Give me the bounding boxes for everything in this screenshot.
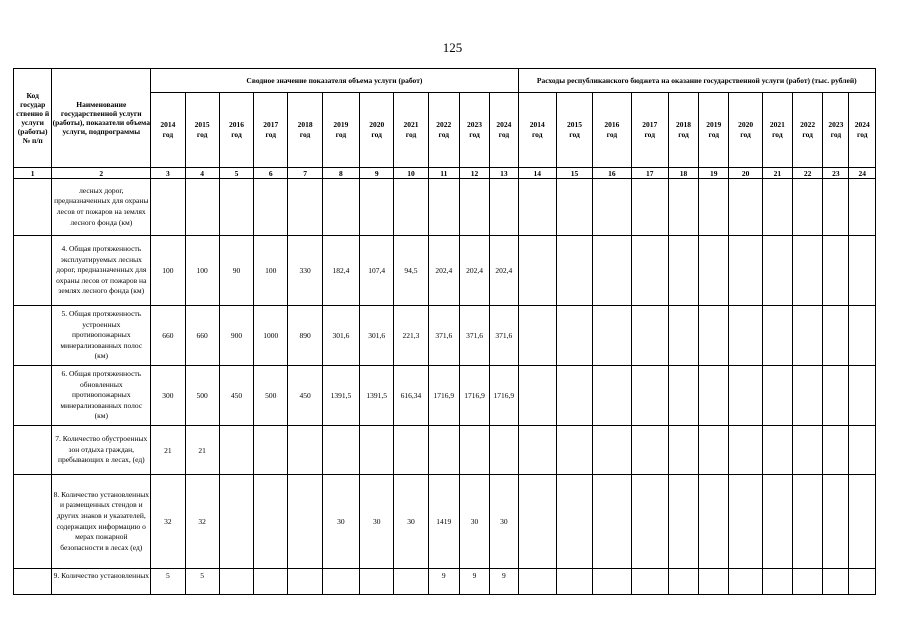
year-value: 2019: [706, 120, 722, 129]
year-word: год: [371, 130, 382, 139]
year-word: год: [469, 130, 480, 139]
expense-value-2024: [849, 179, 876, 236]
volume-value-2015: 5: [185, 569, 219, 595]
volume-value-2015: 660: [185, 306, 219, 366]
expense-value-2015: [556, 426, 592, 475]
volume-value-2023: 9: [459, 569, 489, 595]
expense-value-2019: [699, 426, 729, 475]
volume-value-2018: 890: [288, 306, 322, 366]
volume-value-2019: 301,6: [322, 306, 359, 366]
year-value: 2016: [604, 120, 620, 129]
volume-value-2021: 30: [394, 475, 428, 569]
year-word: год: [196, 130, 208, 139]
header-name: Наименование государственной услуги (работы), показатели объема услуги, подпрограммы: [52, 69, 151, 168]
volume-value-2022: 1716,9: [428, 366, 459, 426]
expense-value-2014: [518, 236, 556, 306]
expense-year-2021: [762, 93, 792, 168]
volume-value-2023: 30: [459, 475, 489, 569]
column-number: 14: [518, 168, 556, 179]
expense-value-2014: [518, 475, 556, 569]
expense-value-2019: [699, 475, 729, 569]
service-name-cell: 9. Количество установленных: [52, 569, 151, 595]
volume-year-2024: [490, 93, 518, 168]
year-value: 2022: [800, 120, 816, 129]
header-expense-group: Расходы республиканского бюджета на оказание государственной услуги (работ) (тыс. рублей): [518, 69, 875, 93]
volume-value-2016: [219, 179, 253, 236]
column-number: 20: [729, 168, 762, 179]
year-word: год: [708, 130, 720, 139]
service-name-cell: лесных дорог, предназначенных для охраны лесов от пожаров на землях лесного фонда (км): [52, 179, 151, 236]
volume-value-2024: [490, 179, 518, 236]
expense-value-2020: [729, 569, 762, 595]
year-value: 2023: [828, 120, 844, 129]
table-row: [14, 366, 876, 426]
expense-value-2018: [668, 475, 698, 569]
year-word: год: [438, 130, 450, 139]
code-cell: [14, 426, 52, 475]
expense-value-2016: [593, 475, 631, 569]
table-row: [14, 426, 876, 475]
volume-value-2017: [254, 475, 288, 569]
volume-value-2020: [360, 179, 394, 236]
volume-value-2014: 5: [151, 569, 185, 595]
expense-value-2019: [699, 569, 729, 595]
expense-value-2021: [762, 426, 792, 475]
expense-value-2016: [593, 569, 631, 595]
volume-value-2018: 330: [288, 236, 322, 306]
volume-year-2017: [254, 93, 288, 168]
volume-value-2023: [459, 426, 489, 475]
volume-value-2021: [394, 426, 428, 475]
expense-value-2015: [556, 236, 592, 306]
expense-value-2023: [823, 236, 849, 306]
expense-value-2017: [631, 366, 668, 426]
volume-year-2019: [322, 93, 359, 168]
service-name-cell: 5. Общая протяженность устроенных противопожарных минерализованных полос (км): [52, 306, 151, 366]
expense-value-2021: [762, 179, 792, 236]
volume-value-2020: [360, 569, 394, 595]
year-word: год: [531, 130, 543, 139]
expense-value-2021: [762, 366, 792, 426]
expense-value-2016: [593, 426, 631, 475]
volume-year-2014: [151, 93, 185, 168]
year-value: 2018: [297, 120, 313, 129]
year-value: 2019: [333, 120, 349, 129]
column-number: 15: [556, 168, 592, 179]
volume-value-2022: [428, 426, 459, 475]
expense-year-2023: [823, 93, 849, 168]
volume-value-2024: 1716,9: [490, 366, 518, 426]
volume-year-2018: [288, 93, 322, 168]
column-number: 6: [254, 168, 288, 179]
table-row: [14, 475, 876, 569]
volume-year-2023: [459, 93, 489, 168]
expense-value-2017: [631, 475, 668, 569]
column-number: 2: [52, 168, 151, 179]
volume-value-2017: [254, 569, 288, 595]
volume-value-2014: [151, 179, 185, 236]
column-number: 13: [490, 168, 518, 179]
column-number: 19: [699, 168, 729, 179]
volume-value-2018: [288, 475, 322, 569]
volume-value-2015: 32: [185, 475, 219, 569]
volume-value-2021: 221,3: [394, 306, 428, 366]
volume-value-2017: 1000: [254, 306, 288, 366]
volume-value-2020: 30: [360, 475, 394, 569]
volume-value-2016: [219, 569, 253, 595]
year-value: 2015: [194, 120, 210, 129]
volume-value-2023: 1716,9: [459, 366, 489, 426]
column-number: 24: [849, 168, 876, 179]
expense-value-2021: [762, 306, 792, 366]
code-cell: [14, 475, 52, 569]
expense-value-2014: [518, 366, 556, 426]
volume-year-2021: [394, 93, 428, 168]
volume-value-2017: 100: [254, 236, 288, 306]
expense-value-2022: [792, 306, 822, 366]
volume-value-2019: 30: [322, 475, 359, 569]
expense-value-2023: [823, 475, 849, 569]
expense-value-2024: [849, 475, 876, 569]
code-cell: [14, 179, 52, 236]
year-value: 2022: [436, 120, 452, 129]
volume-value-2016: 90: [219, 236, 253, 306]
expense-year-2024: [849, 93, 876, 168]
expense-value-2015: [556, 179, 592, 236]
column-number: 11: [428, 168, 459, 179]
expense-value-2024: [849, 236, 876, 306]
expense-value-2015: [556, 366, 592, 426]
expense-value-2017: [631, 306, 668, 366]
volume-value-2020: 301,6: [360, 306, 394, 366]
year-word: год: [299, 130, 311, 139]
volume-year-2016: [219, 93, 253, 168]
year-word: год: [405, 130, 417, 139]
expense-year-2014: [518, 93, 556, 168]
expense-value-2024: [849, 366, 876, 426]
volume-value-2021: 616,34: [394, 366, 428, 426]
table-row: [14, 179, 876, 236]
expense-value-2021: [762, 236, 792, 306]
volume-value-2020: 1391,5: [360, 366, 394, 426]
expense-value-2024: [849, 569, 876, 595]
volume-value-2018: [288, 569, 322, 595]
year-word: год: [856, 130, 868, 139]
expense-year-2020: [729, 93, 762, 168]
budget-table: [13, 68, 876, 595]
volume-value-2022: 371,6: [428, 306, 459, 366]
expense-value-2018: [668, 179, 698, 236]
code-cell: [14, 569, 52, 595]
expense-value-2022: [792, 236, 822, 306]
year-word: год: [335, 130, 347, 139]
year-value: 2021: [769, 120, 785, 129]
volume-value-2021: 94,5: [394, 236, 428, 306]
expense-value-2018: [668, 569, 698, 595]
expense-year-2018: [668, 93, 698, 168]
year-value: 2016: [228, 120, 244, 129]
volume-value-2017: [254, 179, 288, 236]
expense-value-2018: [668, 366, 698, 426]
volume-value-2014: 300: [151, 366, 185, 426]
expense-value-2014: [518, 426, 556, 475]
expense-value-2017: [631, 179, 668, 236]
volume-value-2017: [254, 426, 288, 475]
expense-value-2019: [699, 306, 729, 366]
column-number: 18: [668, 168, 698, 179]
header-volume-group: Сводное значение показателя объема услуги (работ): [151, 69, 518, 93]
year-value: 2024: [496, 120, 512, 129]
expense-value-2017: [631, 426, 668, 475]
table-row: [14, 569, 876, 595]
expense-value-2015: [556, 475, 592, 569]
volume-value-2023: 202,4: [459, 236, 489, 306]
volume-value-2019: 1391,5: [322, 366, 359, 426]
year-value: 2015: [567, 120, 583, 129]
year-word: год: [498, 130, 510, 139]
expense-value-2020: [729, 306, 762, 366]
expense-value-2019: [699, 236, 729, 306]
service-name-cell: 4. Общая протяженность эксплуатируемых лесных дорог, предназначенных для охраны лесов от пожаров на землях лесного фонда (км): [52, 236, 151, 306]
expense-value-2014: [518, 569, 556, 595]
column-number: 1: [14, 168, 52, 179]
volume-value-2014: 21: [151, 426, 185, 475]
year-word: год: [606, 130, 618, 139]
expense-value-2015: [556, 306, 592, 366]
volume-value-2024: 371,6: [490, 306, 518, 366]
expense-value-2024: [849, 306, 876, 366]
year-word: год: [802, 130, 813, 139]
column-number: 3: [151, 168, 185, 179]
year-word: год: [231, 130, 242, 139]
year-value: 2021: [403, 120, 419, 129]
volume-value-2019: [322, 426, 359, 475]
expense-year-2016: [593, 93, 631, 168]
volume-value-2019: [322, 179, 359, 236]
code-cell: [14, 306, 52, 366]
volume-value-2014: 32: [151, 475, 185, 569]
volume-value-2016: [219, 475, 253, 569]
expense-value-2016: [593, 366, 631, 426]
volume-value-2021: [394, 569, 428, 595]
volume-year-2015: [185, 93, 219, 168]
expense-value-2019: [699, 179, 729, 236]
expense-value-2017: [631, 236, 668, 306]
volume-value-2015: 100: [185, 236, 219, 306]
volume-value-2019: 182,4: [322, 236, 359, 306]
expense-value-2018: [668, 426, 698, 475]
expense-value-2020: [729, 426, 762, 475]
header-code: Код государ ственно й услуги (работы) № п/п: [14, 69, 52, 168]
volume-value-2024: [490, 426, 518, 475]
table-row: [14, 306, 876, 366]
expense-year-2022: [792, 93, 822, 168]
expense-year-2017: [631, 93, 668, 168]
expense-value-2023: [823, 426, 849, 475]
column-number: 7: [288, 168, 322, 179]
expense-value-2023: [823, 569, 849, 595]
volume-value-2018: 450: [288, 366, 322, 426]
volume-year-2020: [360, 93, 394, 168]
column-number: 23: [823, 168, 849, 179]
code-cell: [14, 236, 52, 306]
column-number: 10: [394, 168, 428, 179]
volume-year-2022: [428, 93, 459, 168]
volume-value-2024: 202,4: [490, 236, 518, 306]
expense-value-2020: [729, 236, 762, 306]
volume-value-2016: 900: [219, 306, 253, 366]
volume-value-2022: 1419: [428, 475, 459, 569]
year-word: год: [740, 130, 751, 139]
volume-value-2022: 202,4: [428, 236, 459, 306]
volume-value-2022: 9: [428, 569, 459, 595]
page-number: 125: [442, 40, 463, 55]
year-value: 2014: [160, 120, 176, 129]
volume-value-2023: [459, 179, 489, 236]
expense-value-2016: [593, 236, 631, 306]
expense-value-2016: [593, 179, 631, 236]
volume-value-2020: [360, 426, 394, 475]
service-name-cell: 6. Общая протяженность обновленных противопожарных минерализованных полос (км): [52, 366, 151, 426]
expense-value-2023: [823, 366, 849, 426]
volume-value-2018: [288, 179, 322, 236]
volume-value-2015: 500: [185, 366, 219, 426]
service-name-cell: 7. Количество обустроенных зон отдыха граждан, пребывающих в лесах, (ед): [52, 426, 151, 475]
expense-value-2023: [823, 306, 849, 366]
volume-value-2015: [185, 179, 219, 236]
column-number: 17: [631, 168, 668, 179]
volume-value-2020: 107,4: [360, 236, 394, 306]
year-word: год: [772, 130, 783, 139]
volume-value-2021: [394, 179, 428, 236]
expense-value-2015: [556, 569, 592, 595]
year-value: 2014: [529, 120, 545, 129]
column-number-row: [14, 168, 876, 179]
column-number: 22: [792, 168, 822, 179]
expense-value-2020: [729, 366, 762, 426]
expense-value-2023: [823, 179, 849, 236]
expense-year-2019: [699, 93, 729, 168]
volume-value-2016: [219, 426, 253, 475]
volume-value-2024: 30: [490, 475, 518, 569]
expense-value-2020: [729, 475, 762, 569]
year-value: 2024: [854, 120, 870, 129]
volume-value-2023: 371,6: [459, 306, 489, 366]
expense-value-2017: [631, 569, 668, 595]
column-number: 8: [322, 168, 359, 179]
year-value: 2020: [738, 120, 754, 129]
year-value: 2017: [642, 120, 658, 129]
column-number: 16: [593, 168, 631, 179]
expense-value-2020: [729, 179, 762, 236]
service-name-cell: 8. Количество установленных и размещенных стендов и других знаков и указателей, содержащих информацию о мерах пожарной безопасности в лесах (ед): [52, 475, 151, 569]
volume-value-2017: 500: [254, 366, 288, 426]
expense-value-2018: [668, 236, 698, 306]
column-number: 12: [459, 168, 489, 179]
expense-value-2014: [518, 306, 556, 366]
expense-value-2014: [518, 179, 556, 236]
expense-value-2022: [792, 426, 822, 475]
expense-value-2021: [762, 475, 792, 569]
expense-value-2022: [792, 475, 822, 569]
volume-value-2019: [322, 569, 359, 595]
expense-value-2022: [792, 366, 822, 426]
year-word: год: [265, 130, 277, 139]
volume-value-2016: 450: [219, 366, 253, 426]
column-number: 9: [360, 168, 394, 179]
year-value: 2018: [676, 120, 692, 129]
year-word: год: [162, 130, 174, 139]
volume-value-2014: 100: [151, 236, 185, 306]
year-value: 2023: [467, 120, 483, 129]
year-word: год: [569, 130, 580, 139]
column-number: 21: [762, 168, 792, 179]
expense-year-2015: [556, 93, 592, 168]
table-row: [14, 236, 876, 306]
expense-value-2022: [792, 179, 822, 236]
volume-value-2014: 660: [151, 306, 185, 366]
year-value: 2020: [369, 120, 385, 129]
volume-value-2018: [288, 426, 322, 475]
year-word: год: [830, 130, 842, 139]
expense-value-2022: [792, 569, 822, 595]
volume-value-2024: 9: [490, 569, 518, 595]
volume-value-2015: 21: [185, 426, 219, 475]
year-word: год: [644, 130, 655, 139]
code-cell: [14, 366, 52, 426]
expense-value-2016: [593, 306, 631, 366]
expense-value-2019: [699, 366, 729, 426]
column-number: 5: [219, 168, 253, 179]
column-number: 4: [185, 168, 219, 179]
expense-value-2018: [668, 306, 698, 366]
volume-value-2022: [428, 179, 459, 236]
year-value: 2017: [263, 120, 279, 129]
expense-value-2021: [762, 569, 792, 595]
expense-value-2024: [849, 426, 876, 475]
year-word: год: [678, 130, 689, 139]
